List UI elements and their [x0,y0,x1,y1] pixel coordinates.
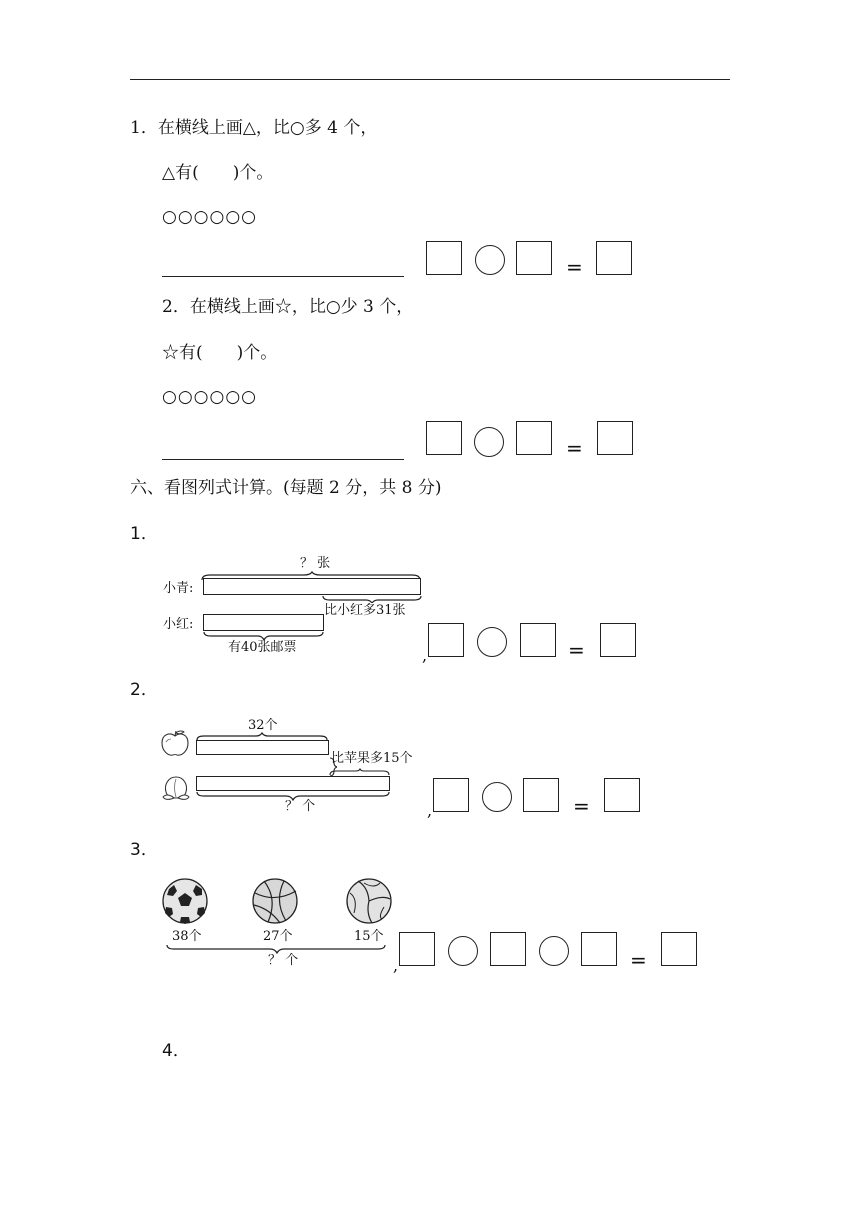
q1-result-box[interactable] [596,241,632,275]
p2-top-label: 32个 [248,718,278,733]
p1-answer-box-2[interactable] [520,623,556,657]
p2-answer-box-2[interactable] [523,778,559,812]
p3-operator-circle-2[interactable] [539,936,569,966]
p2-more-top-brace [329,768,391,776]
comma: , [422,646,428,665]
p1-top-label: ？ 张 [300,556,331,571]
equals-sign: = [630,948,647,972]
top-rule [130,79,730,80]
comma: , [393,956,399,975]
p1-operator-circle[interactable] [477,627,507,657]
apple-icon [160,729,190,757]
soccer-ball-icon [160,877,210,925]
p1-more-brace [322,595,422,603]
q1-answer-line: △有( )个。 [162,163,274,183]
p3-answer-box-3[interactable] [581,932,617,966]
p2-more-label: 比苹果多15个 [331,751,413,766]
p3-ball2-label: 27个 [263,929,293,944]
equals-sign: = [573,794,590,818]
p4-number: 4． [162,1041,190,1061]
q1-drawing-line[interactable] [162,276,404,277]
q1-circles: ○○○○○○ [162,207,258,227]
q1-answer-box-2[interactable] [516,241,552,275]
p1-more-label: 比小红多31张 [324,603,406,618]
p3-answer-box-1[interactable] [399,932,435,966]
q2-answer-line: ☆有( )个。 [162,343,278,363]
peach-icon [160,773,192,801]
q2-answer-box-1[interactable] [426,421,462,455]
p3-bottom-label: ？ 个 [268,953,299,968]
equals-sign: = [566,255,583,279]
basketball-icon [250,877,300,925]
p1-row2-label: 小红: [163,617,194,632]
q2-answer-box-2[interactable] [516,421,552,455]
p2-answer-box-1[interactable] [433,778,469,812]
p2-bar-peaches [196,776,390,791]
p1-number: 1． [130,524,158,544]
q1-operator-circle[interactable] [475,245,505,275]
equals-sign: = [566,436,583,460]
p2-result-box[interactable] [604,778,640,812]
p1-row1-label: 小青: [163,581,194,596]
p3-number: 3． [130,840,158,860]
comma: , [427,801,433,820]
q2-drawing-line[interactable] [162,459,404,460]
p1-bar-xiaohong [203,614,324,631]
section-title: 六、看图列式计算。(每题 2 分，共 8 分) [130,478,442,498]
p1-bottom-label: 有40张邮票 [228,640,297,655]
volleyball-icon [344,877,394,925]
q1-answer-box-1[interactable] [426,241,462,275]
p1-bar-xiaoqing [203,578,421,595]
q2-result-box[interactable] [597,421,633,455]
p2-bar-apples [196,740,329,755]
p3-result-box[interactable] [661,932,697,966]
q2-operator-circle[interactable] [474,427,504,457]
q1-text: 1．在横线上画△，比○多 4 个， [130,118,378,138]
p3-ball1-label: 38个 [172,929,202,944]
q2-circles: ○○○○○○ [162,387,258,407]
q2-text: 2．在横线上画☆，比○少 3 个， [162,297,414,317]
p1-answer-box-1[interactable] [428,623,464,657]
p2-bottom-label: ？ 个 [285,799,316,814]
p1-result-box[interactable] [600,623,636,657]
p3-answer-box-2[interactable] [490,932,526,966]
p3-operator-circle-1[interactable] [448,936,478,966]
equals-sign: = [568,638,585,662]
p2-number: 2． [130,680,158,700]
p3-ball3-label: 15个 [354,929,384,944]
p2-operator-circle[interactable] [482,782,512,812]
